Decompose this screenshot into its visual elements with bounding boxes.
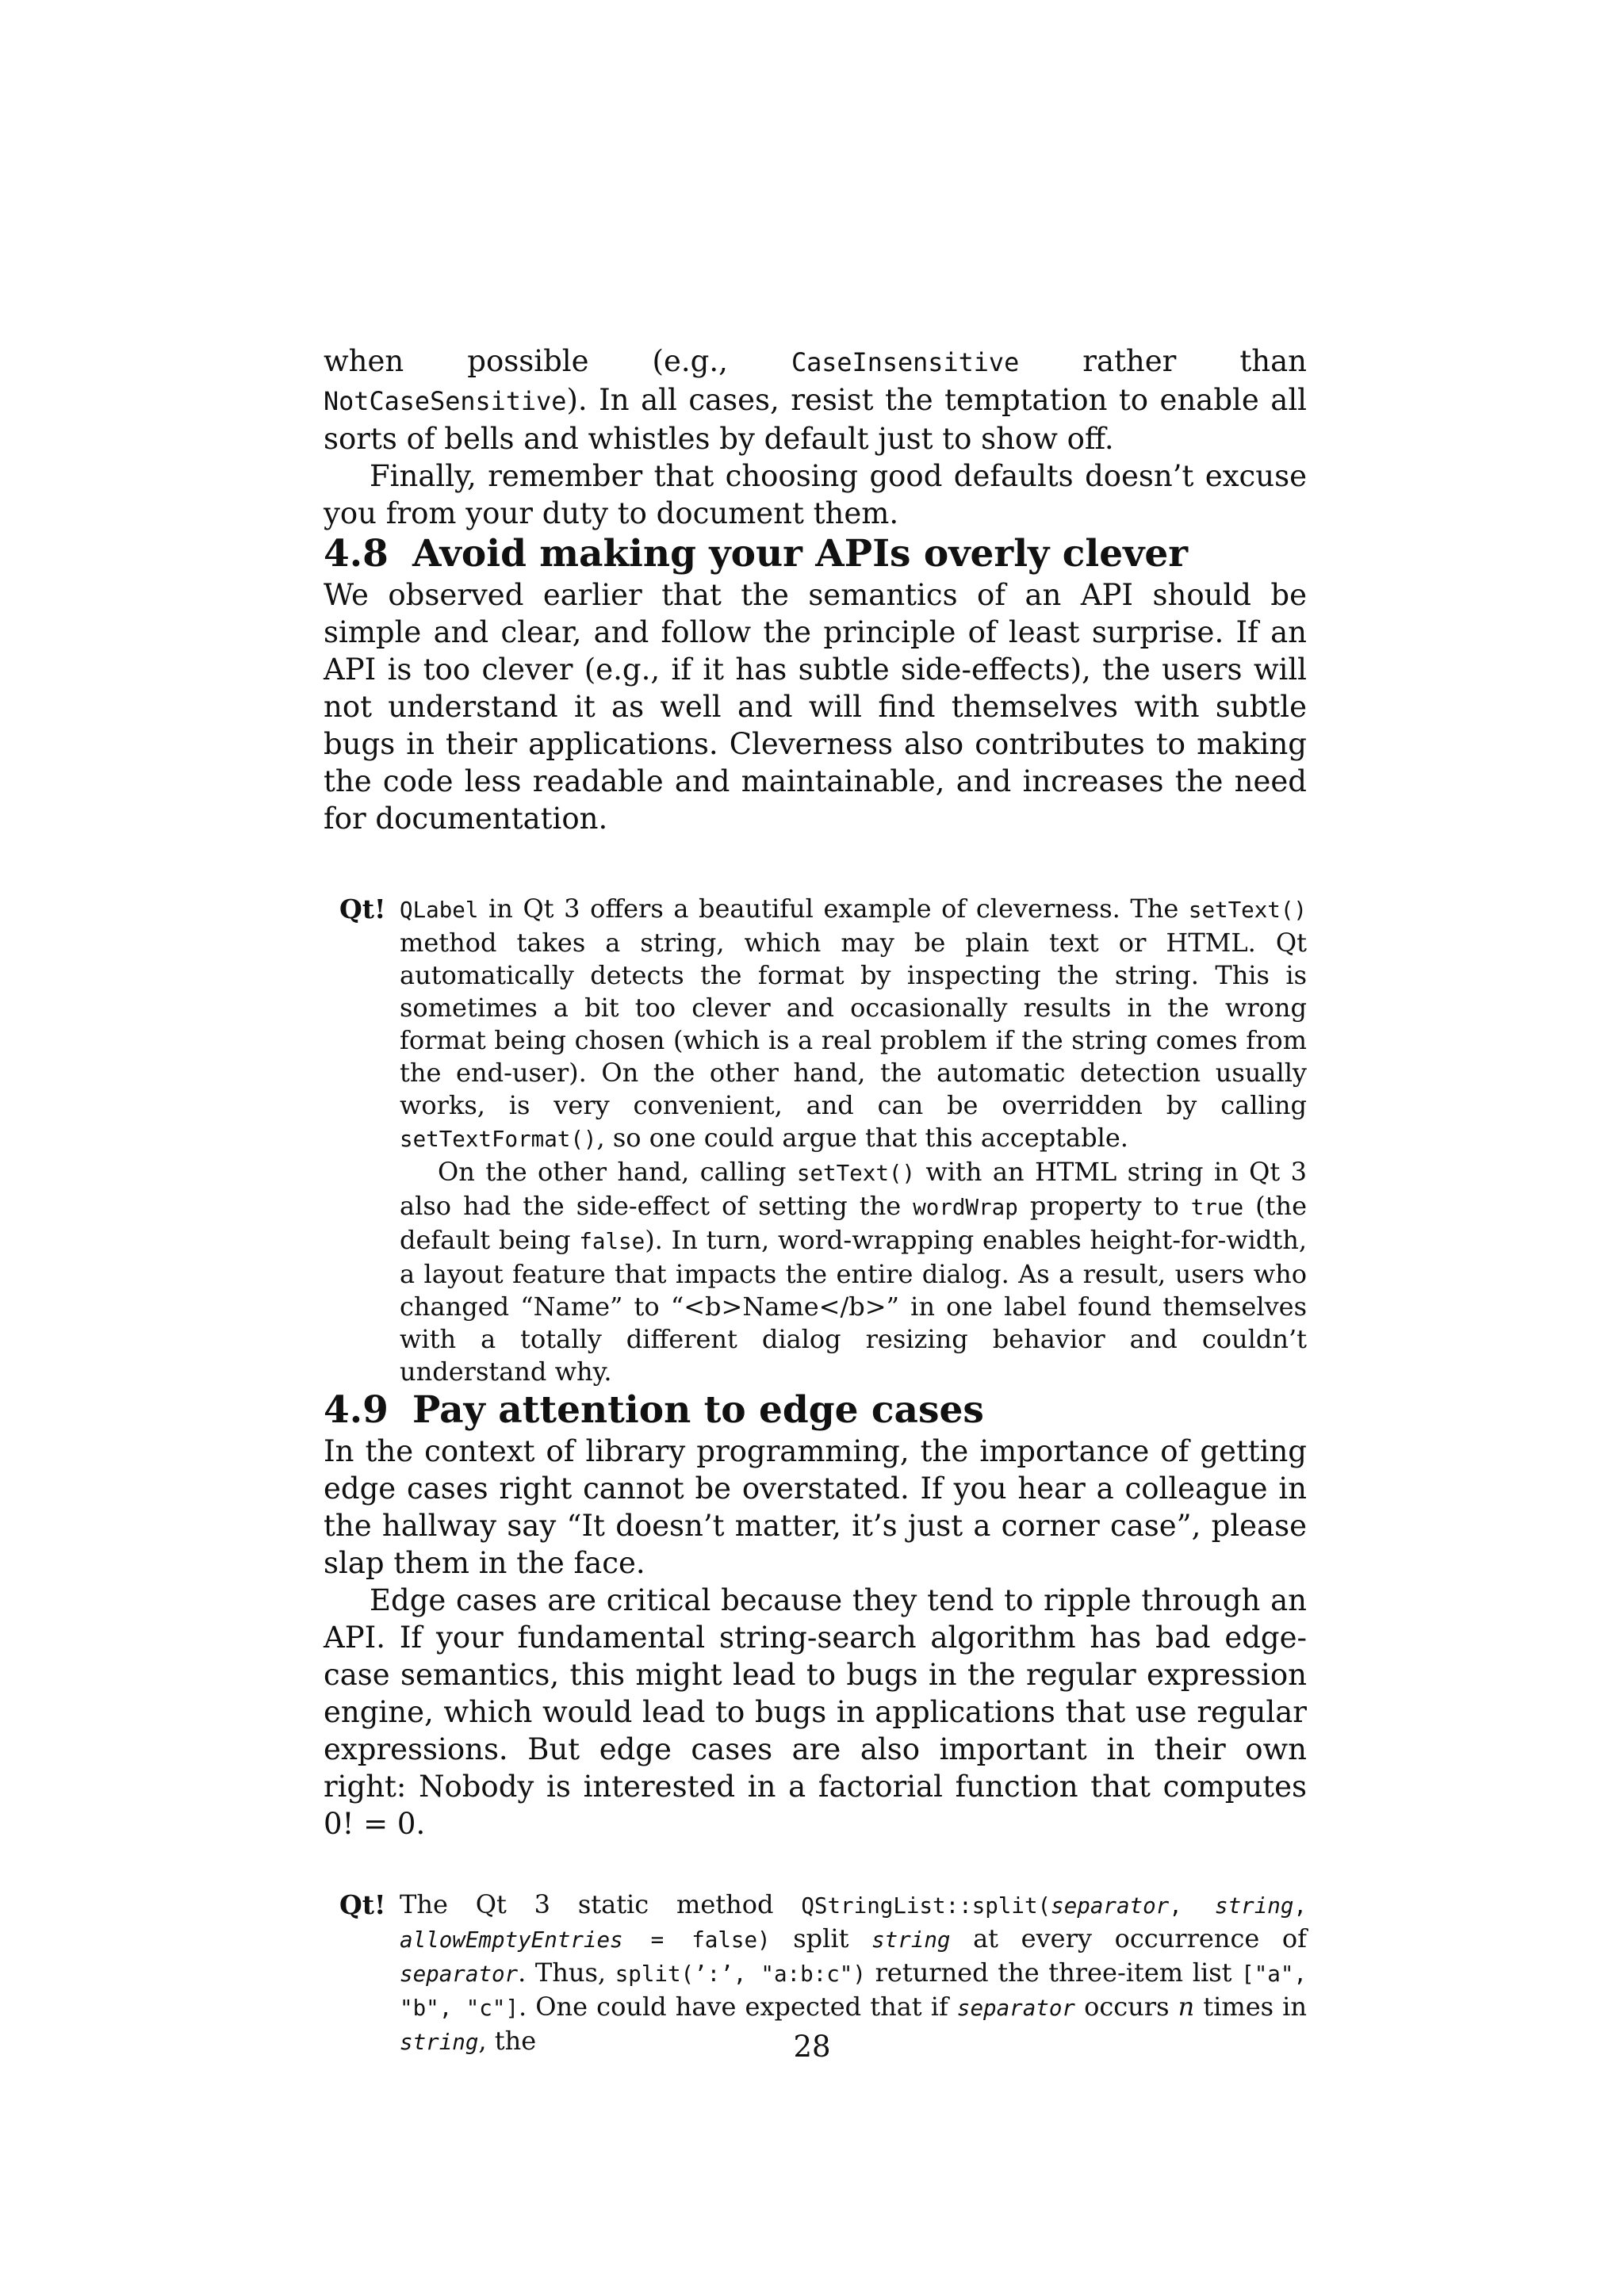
section-number: 4.8 [324, 532, 389, 576]
section-4-9-paragraph-1: In the context of library programming, the importance of getting edge cases right cannot be overstated. If you hear a colleague in the hallway say “It doesn’t matter, it’s just a corner case”, please slap them in the face. [324, 1434, 1307, 1580]
page-content [324, 342, 1307, 2059]
inline-code: CaseInsensitive [791, 347, 1020, 377]
qt-note-paragraph-1: QLabel in Qt 3 offers a beautiful example of cleverness. The setText() method takes a string, which may be plain text or HTML. Qt automatically detects the format by inspecting the string. This is sometimes a bit too clever and occasionally results in the wrong format being chosen (which is a real problem if the string comes from the end-user). On the other hand, the automatic detection usually works, is very convenient, and can be overridden by calling setTextFormat(), so one could argue that this acceptable. [400, 894, 1307, 1153]
section-heading-4-9 [324, 1388, 1307, 1433]
section-title: Avoid making your APIs overly clever [412, 532, 1189, 576]
section-4-8-paragraph: We observed earlier that the semantics of an API should be simple and clear, and follow the principle of least surprise. If an API is too clever (e.g., if it has subtle side-effects), the users will not understand it as well and will find themselves with subtle bugs in their applications. Cleverness also contributes to making the code less readable and maintainable, and increases the need for documentation. [324, 578, 1307, 836]
section-title: Pay attention to edge cases [412, 1388, 984, 1432]
inline-code: NotCaseSensitive [324, 386, 567, 416]
section-4-9-paragraph-2: Edge cases are critical because they tend to ripple through an API. If your fundamental string-search algorithm has bad edge-case semantics, this might lead to bugs in the regular expression engine, which would lead to bugs in applications that use regular expressions. But edge cases are also important in their own right: Nobody is interested in a factorial function that computes 0! = 0. [324, 1583, 1307, 1841]
qt-note-paragraph-2: On the other hand, calling setText() with an HTML string in Qt 3 also had the side-effect of setting the wordWrap property to true (the default being false). In turn, word-wrapping enables height-for-width, a layout feature that impacts the entire dialog. As a result, users who changed “Name” to “<b>Name</b>” in one label found themselves with a totally different dialog resizing behavior and couldn’t understand why. [400, 1157, 1308, 1387]
qt-tag: Qt! [339, 894, 386, 924]
intro-paragraph-1: when possible (e.g., CaseInsensitive rather than NotCaseSensitive). In all cases, resist the temptation to enable all sorts of bells and whistles by default just to show off. [324, 344, 1307, 456]
section-number: 4.9 [324, 1388, 389, 1432]
page-number: 28 [793, 2030, 831, 2064]
section-heading-4-8 [324, 532, 1307, 576]
qt-tag: Qt! [339, 1889, 386, 1920]
qt-note-qlabel [339, 893, 1308, 1388]
qt-note-split-paragraph: The Qt 3 static method QStringList::split(separator, string, allowEmptyEntries = false) split string at every occurrence of separator. Thus, split(’:’, "a:b:c") returned the three-item list ["a", "b", "c"]. One could have expected that if separator occurs n times in string, the [400, 1889, 1308, 2056]
intro-paragraph-2: Finally, remember that choosing good defaults doesn’t excuse you from your duty to document them. [324, 459, 1307, 530]
